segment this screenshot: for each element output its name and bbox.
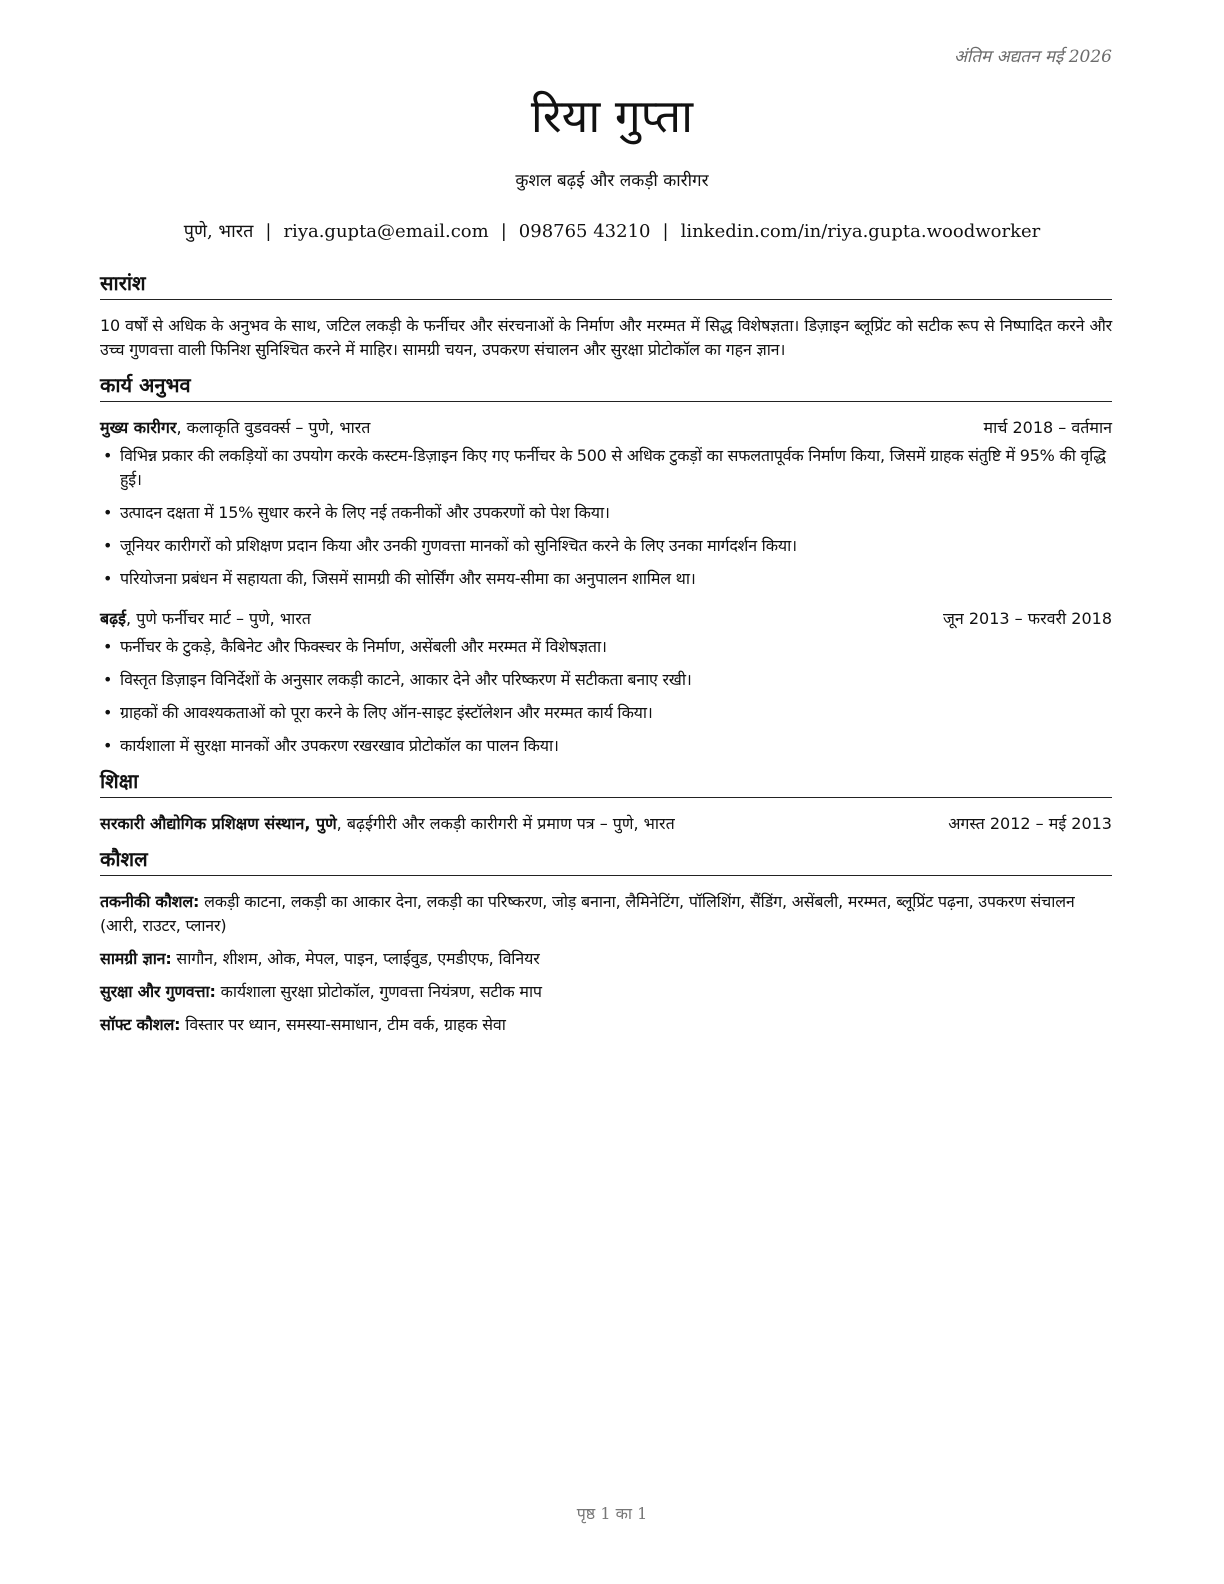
skill-label: सुरक्षा और गुणवत्ता: — [100, 982, 216, 1001]
skill-value: विस्तार पर ध्यान, समस्या-समाधान, टीम वर्क, ग्राहक सेवा — [180, 1015, 506, 1034]
list-item: • कार्यशाला में सुरक्षा मानकों और उपकरण रखरखाव प्रोटोकॉल का पालन किया। — [100, 734, 1112, 758]
contact-separator: | — [500, 221, 507, 242]
list-item: • फर्नीचर के टुकड़े, कैबिनेट और फिक्स्चर के निर्माण, असेंबली और मरम्मत में विशेषज्ञता। — [100, 635, 1112, 659]
skill-row — [100, 890, 1112, 938]
skill-row — [100, 980, 1112, 1004]
job-header — [100, 607, 1112, 631]
section-title-summary: सारांश — [100, 270, 1112, 300]
contact-email[interactable]: riya.gupta@email.com — [283, 221, 489, 242]
job-dates: मार्च 2018 – वर्तमान — [983, 418, 1112, 437]
list-item: • ग्राहकों की आवश्यकताओं को पूरा करने के लिए ऑन-साइट इंस्टॉलेशन और मरम्मत कार्य किया। — [100, 701, 1112, 725]
contact-location: पुणे, भारत — [183, 221, 254, 242]
skill-label: तकनीकी कौशल: — [100, 892, 200, 911]
experience-section — [100, 372, 1112, 758]
section-title-education: शिक्षा — [100, 768, 1112, 798]
skill-value: सागौन, शीशम, ओक, मेपल, पाइन, प्लाईवुड, एमडीएफ, विनियर — [171, 949, 540, 968]
section-title-skills: कौशल — [100, 846, 1112, 876]
list-item: • विभिन्न प्रकार की लकड़ियों का उपयोग करके कस्टम-डिज़ाइन किए गए फर्नीचर के 500 से अधिक टुकड़ों का सफलतापूर्वक निर्माण किया, जिसमें ग्राहक संतुष्टि में 95% की वृद्धि हुई। — [100, 444, 1112, 492]
skill-label: सॉफ्ट कौशल: — [100, 1015, 181, 1034]
section-title-experience: कार्य अनुभव — [100, 372, 1112, 402]
skills-section — [100, 846, 1112, 1037]
job-header — [100, 416, 1112, 440]
contact-linkedin[interactable]: linkedin.com/in/riya.gupta.woodworker — [680, 221, 1041, 242]
contact-phone: 098765 43210 — [518, 221, 651, 242]
candidate-name: रिया गुप्ता — [530, 89, 694, 143]
job-role: बढ़ई — [100, 609, 127, 628]
skill-value: कार्यशाला सुरक्षा प्रोटोकॉल, गुणवत्ता नियंत्रण, सटीक माप — [215, 982, 542, 1001]
summary-section — [100, 270, 1112, 362]
page-number: पृष्ठ 1 का 1 — [576, 1504, 648, 1523]
last-updated: अंतिम अद्यतन मई 2026 — [953, 47, 1112, 67]
list-item: • विस्तृत डिज़ाइन विनिर्देशों के अनुसार लकड़ी काटने, आकार देने और परिष्करण में सटीकता बनाए रखी। — [100, 668, 1112, 692]
education-section — [100, 768, 1112, 836]
list-item: • उत्पादन दक्षता में 15% सुधार करने के लिए नई तकनीकों और उपकरणों को पेश किया। — [100, 501, 1112, 525]
tagline: कुशल बढ़ई और लकड़ी कारीगर — [515, 171, 709, 191]
education-line — [100, 812, 675, 836]
summary-text: 10 वर्षों से अधिक के अनुभव के साथ, जटिल लकड़ी के फर्नीचर और संरचनाओं के निर्माण और मरम्मत में सिद्ध विशेषज्ञता। डिज़ाइन ब्लूप्रिंट को सटीक रूप से निष्पादित करने और उच्च गुणवत्ता वाली फिनिश सुनिश्चित करने में माहिर। सामग्री चयन, उपकरण संचालन और सुरक्षा प्रोटोकॉल का गहन ज्ञान। — [100, 316, 1112, 359]
job-title-line — [100, 416, 370, 440]
resume-content — [100, 270, 1112, 1047]
job-dates: जून 2013 – फरवरी 2018 — [943, 609, 1112, 628]
contact-line — [0, 219, 1224, 243]
job-title-line — [100, 607, 311, 631]
list-item: • जूनियर कारीगरों को प्रशिक्षण प्रदान किया और उनकी गुणवत्ता मानकों को सुनिश्चित करने के लिए उनका मार्गदर्शन किया। — [100, 534, 1112, 558]
contact-separator: | — [662, 221, 669, 242]
skill-row — [100, 1013, 1112, 1037]
skill-row — [100, 947, 1112, 971]
skills-list — [100, 890, 1112, 1037]
education-institution: सरकारी औद्योगिक प्रशिक्षण संस्थान, पुणे — [100, 814, 337, 833]
job-entry — [100, 416, 1112, 591]
list-item: • परियोजना प्रबंधन में सहायता की, जिसमें सामग्री की सोर्सिंग और समय-सीमा का अनुपालन शामिल था। — [100, 567, 1112, 591]
contact-separator: | — [265, 221, 272, 242]
education-entry — [100, 812, 1112, 836]
job-org: , पुणे फर्नीचर मार्ट – पुणे, भारत — [126, 609, 311, 628]
job-role: मुख्य कारीगर — [100, 418, 177, 437]
education-dates: अगस्त 2012 – मई 2013 — [948, 814, 1112, 833]
education-detail: , बढ़ईगीरी और लकड़ी कारीगरी में प्रमाण पत्र – पुणे, भारत — [336, 814, 675, 833]
skill-label: सामग्री ज्ञान: — [100, 949, 172, 968]
job-entry — [100, 607, 1112, 758]
job-bullets — [100, 444, 1112, 591]
job-org: , कलाकृति वुडवर्क्स – पुणे, भारत — [176, 418, 371, 437]
job-bullets — [100, 635, 1112, 758]
skill-value: लकड़ी काटना, लकड़ी का आकार देना, लकड़ी का परिष्करण, जोड़ बनाना, लैमिनेटिंग, पॉलिशिंग, सैंडिंग, असेंबली, मरम्मत, ब्लूप्रिंट पढ़ना, उपकरण संचालन (आरी, राउटर, प्लानर) — [100, 892, 1075, 935]
